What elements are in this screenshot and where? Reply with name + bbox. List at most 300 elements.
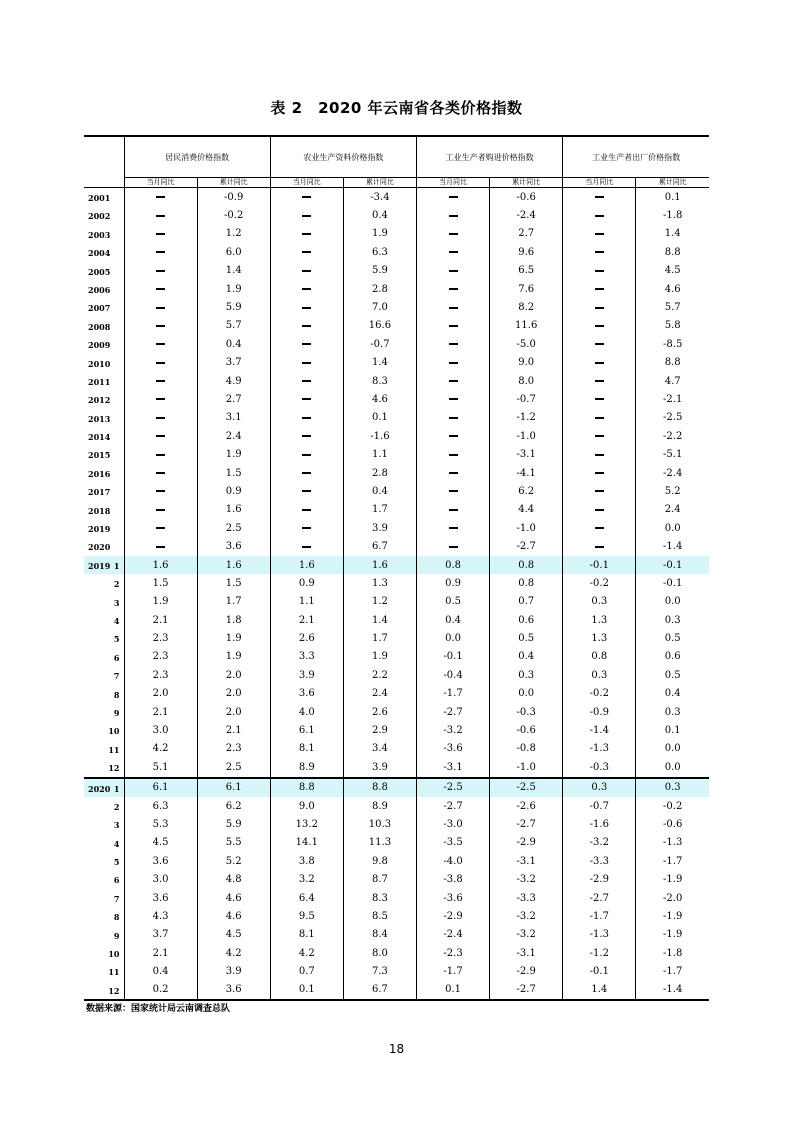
table-cell <box>417 537 490 555</box>
table-cell: 0.1 <box>270 981 343 1000</box>
table-cell <box>270 501 343 519</box>
table-cell: 4.4 <box>490 501 563 519</box>
table-cell: 3.9 <box>343 519 416 537</box>
dash-mark <box>302 215 311 217</box>
row-month: 4 <box>113 615 120 626</box>
table-cell: -1.0 <box>490 519 563 537</box>
table-cell: 3.0 <box>124 721 197 739</box>
table-cell: 0.9 <box>197 482 270 500</box>
dash-mark <box>156 288 165 290</box>
corner-sub-cell <box>84 178 124 188</box>
subheader-cumulative: 累计同比 <box>343 178 416 188</box>
table-cell: -2.7 <box>563 889 636 907</box>
table-cell <box>124 501 197 519</box>
table-cell: 0.4 <box>636 685 709 703</box>
table-cell: -3.1 <box>417 758 490 777</box>
table-cell: -0.6 <box>490 721 563 739</box>
row-label <box>84 981 124 1000</box>
table-cell: 1.6 <box>343 556 416 574</box>
dash-mark <box>595 196 604 198</box>
table-cell: 1.6 <box>197 556 270 574</box>
table-cell: -0.9 <box>197 188 270 207</box>
row-year: 2020 <box>88 783 111 794</box>
row-month: 10 <box>108 949 120 960</box>
row-label <box>84 685 124 703</box>
table-cell: -1.7 <box>636 962 709 980</box>
table-cell: 1.9 <box>197 445 270 463</box>
dash-mark <box>449 435 458 437</box>
table-cell: 4.5 <box>636 262 709 280</box>
table-cell: -1.8 <box>636 944 709 962</box>
table-cell: 3.6 <box>270 685 343 703</box>
dash-mark <box>302 546 311 548</box>
table-cell: 5.2 <box>636 482 709 500</box>
dash-mark <box>156 307 165 309</box>
table-cell: 1.9 <box>197 280 270 298</box>
table-cell: 0.8 <box>563 648 636 666</box>
dash-mark <box>449 527 458 529</box>
table-cell: -0.6 <box>490 188 563 207</box>
row-label <box>84 556 124 574</box>
table-cell <box>124 206 197 224</box>
row-label <box>84 740 124 758</box>
dash-mark <box>156 233 165 235</box>
table-cell: 5.2 <box>197 852 270 870</box>
table-row <box>84 703 709 721</box>
table-cell: 1.6 <box>124 556 197 574</box>
table-row <box>84 629 709 647</box>
table-row <box>84 834 709 852</box>
table-cell: 1.4 <box>197 262 270 280</box>
table-cell: -3.1 <box>490 944 563 962</box>
table-cell: -1.3 <box>636 834 709 852</box>
table-cell <box>124 482 197 500</box>
row-year: 2005 <box>88 266 111 277</box>
table-cell: -2.5 <box>417 778 490 797</box>
table-row <box>84 445 709 463</box>
table-cell: 3.9 <box>270 666 343 684</box>
table-cell <box>417 427 490 445</box>
table-cell <box>563 409 636 427</box>
table-cell: 3.9 <box>197 962 270 980</box>
table-cell: 2.7 <box>490 225 563 243</box>
dash-mark <box>595 417 604 419</box>
dash-mark <box>302 509 311 511</box>
table-cell: 1.5 <box>197 574 270 592</box>
table-cell: 8.1 <box>270 740 343 758</box>
table-cell: -3.2 <box>490 907 563 925</box>
table-cell: 8.1 <box>270 926 343 944</box>
row-label <box>84 409 124 427</box>
table-row <box>84 852 709 870</box>
dash-mark <box>156 362 165 364</box>
table-cell: 3.9 <box>343 758 416 777</box>
table-cell: -2.2 <box>636 427 709 445</box>
table-cell: 2.3 <box>124 629 197 647</box>
table-cell: 5.3 <box>124 815 197 833</box>
table-cell: -1.3 <box>563 740 636 758</box>
table-row <box>84 758 709 777</box>
dash-mark <box>156 435 165 437</box>
dash-mark <box>449 215 458 217</box>
table-cell: -2.7 <box>490 537 563 555</box>
table-cell: 0.7 <box>490 593 563 611</box>
table-cell: 6.2 <box>197 797 270 815</box>
table-cell: -2.9 <box>563 870 636 888</box>
table-cell: 2.6 <box>343 703 416 721</box>
table-cell <box>417 188 490 207</box>
table-cell: 0.0 <box>636 593 709 611</box>
table-row <box>84 574 709 592</box>
dash-mark <box>449 454 458 456</box>
table-cell: 2.7 <box>197 390 270 408</box>
table-cell: 0.8 <box>490 574 563 592</box>
table-cell: 0.0 <box>490 685 563 703</box>
table-cell: 0.8 <box>490 556 563 574</box>
table-cell <box>563 225 636 243</box>
row-label <box>84 574 124 592</box>
subheader-cumulative: 累计同比 <box>636 178 709 188</box>
dash-mark <box>302 362 311 364</box>
table-cell: -1.3 <box>563 926 636 944</box>
table-cell: -0.2 <box>636 797 709 815</box>
table-cell: 0.3 <box>636 703 709 721</box>
table-cell: 4.5 <box>124 834 197 852</box>
table-cell: -1.2 <box>490 409 563 427</box>
table-cell: 13.2 <box>270 815 343 833</box>
table-cell: 3.4 <box>343 740 416 758</box>
table-cell: 3.8 <box>270 852 343 870</box>
dash-mark <box>449 233 458 235</box>
table-cell: -1.9 <box>636 907 709 925</box>
table-cell: -1.7 <box>417 685 490 703</box>
table-cell: 0.3 <box>563 778 636 797</box>
table-cell: 0.7 <box>270 962 343 980</box>
subheader-monthly: 当月同比 <box>563 178 636 188</box>
table-cell <box>270 409 343 427</box>
table-cell: 1.5 <box>197 464 270 482</box>
row-month: 11 <box>108 744 120 755</box>
table-cell: 4.6 <box>636 280 709 298</box>
table-cell: 2.1 <box>124 611 197 629</box>
table-cell: 5.9 <box>197 815 270 833</box>
row-label <box>84 427 124 445</box>
table-cell: -1.4 <box>636 981 709 1000</box>
row-month: 2 <box>113 801 120 812</box>
table-cell: -4.1 <box>490 464 563 482</box>
row-month: 12 <box>108 763 120 774</box>
table-cell: 1.1 <box>343 445 416 463</box>
table-cell: -0.1 <box>417 648 490 666</box>
table-cell <box>417 317 490 335</box>
table-cell <box>417 482 490 500</box>
table-cell: 3.7 <box>197 354 270 372</box>
table-cell: -0.7 <box>490 390 563 408</box>
table-cell: 5.1 <box>124 758 197 777</box>
row-label <box>84 721 124 739</box>
table-row <box>84 409 709 427</box>
dash-mark <box>302 325 311 327</box>
dash-mark <box>449 270 458 272</box>
table-cell: 0.0 <box>636 740 709 758</box>
row-label <box>84 262 124 280</box>
row-month: 5 <box>113 634 120 645</box>
row-label <box>84 537 124 555</box>
table-cell: 2.0 <box>197 685 270 703</box>
table-cell <box>563 501 636 519</box>
table-cell: -3.1 <box>490 445 563 463</box>
table-cell: 1.3 <box>563 611 636 629</box>
dash-mark <box>156 417 165 419</box>
table-cell <box>563 519 636 537</box>
table-cell: 6.7 <box>343 981 416 1000</box>
table-cell: 2.9 <box>343 721 416 739</box>
table-cell: -1.4 <box>563 721 636 739</box>
table-cell: 6.5 <box>490 262 563 280</box>
table-cell <box>124 280 197 298</box>
table-cell <box>270 445 343 463</box>
table-cell <box>124 243 197 261</box>
table-cell: 4.6 <box>343 390 416 408</box>
table-cell: -2.5 <box>636 409 709 427</box>
table-cell: 0.4 <box>490 648 563 666</box>
table-cell <box>124 317 197 335</box>
table-row <box>84 685 709 703</box>
table-cell: 2.1 <box>124 944 197 962</box>
dash-mark <box>302 343 311 345</box>
table-cell: -3.2 <box>490 926 563 944</box>
row-year: 2008 <box>88 321 111 332</box>
row-year: 2013 <box>88 413 111 424</box>
table-cell: 10.3 <box>343 815 416 833</box>
table-cell: -0.2 <box>197 206 270 224</box>
table-cell: 5.7 <box>636 298 709 316</box>
row-label <box>84 593 124 611</box>
table-cell: -3.4 <box>343 188 416 207</box>
table-cell: 2.6 <box>270 629 343 647</box>
dash-mark <box>302 196 311 198</box>
table-cell: 0.0 <box>636 519 709 537</box>
table-cell: -0.9 <box>563 703 636 721</box>
table-row <box>84 298 709 316</box>
table-cell <box>124 335 197 353</box>
table-row <box>84 797 709 815</box>
table-cell: 0.4 <box>124 962 197 980</box>
row-label <box>84 298 124 316</box>
dash-mark <box>595 288 604 290</box>
row-year: 2011 <box>88 376 111 387</box>
dash-mark <box>156 490 165 492</box>
dash-mark <box>156 398 165 400</box>
dash-mark <box>156 380 165 382</box>
row-label <box>84 280 124 298</box>
table-cell <box>270 464 343 482</box>
table-cell <box>563 427 636 445</box>
table-cell: 9.5 <box>270 907 343 925</box>
row-label <box>84 317 124 335</box>
table-cell <box>417 372 490 390</box>
table-cell: -3.2 <box>417 721 490 739</box>
table-cell: -0.1 <box>636 556 709 574</box>
subheader-monthly: 当月同比 <box>417 178 490 188</box>
dash-mark <box>156 215 165 217</box>
table-cell: 1.6 <box>197 501 270 519</box>
table-cell <box>417 262 490 280</box>
dash-mark <box>302 454 311 456</box>
row-label <box>84 225 124 243</box>
table-row <box>84 519 709 537</box>
table-cell: 8.9 <box>270 758 343 777</box>
table-cell: 2.1 <box>124 703 197 721</box>
dash-mark <box>595 233 604 235</box>
table-cell: 1.7 <box>197 593 270 611</box>
dash-mark <box>449 325 458 327</box>
page-number: 18 <box>388 1042 405 1056</box>
dash-mark <box>595 251 604 253</box>
table-cell: 2.2 <box>343 666 416 684</box>
table-cell: -0.6 <box>636 815 709 833</box>
dash-mark <box>449 343 458 345</box>
dash-mark <box>302 472 311 474</box>
dash-mark <box>302 288 311 290</box>
dash-mark <box>302 527 311 529</box>
table-cell: 4.6 <box>197 889 270 907</box>
table-cell: 6.1 <box>270 721 343 739</box>
table-cell: 5.9 <box>343 262 416 280</box>
table-cell <box>563 298 636 316</box>
table-cell: 6.3 <box>124 797 197 815</box>
table-cell: -2.4 <box>636 464 709 482</box>
table-cell: 2.4 <box>197 427 270 445</box>
table-cell: 2.0 <box>197 703 270 721</box>
row-year: 2019 <box>88 524 111 535</box>
table-cell: 0.1 <box>636 188 709 207</box>
table-cell: -1.0 <box>490 758 563 777</box>
table-cell: 6.4 <box>270 889 343 907</box>
table-cell: 4.8 <box>197 870 270 888</box>
table-cell <box>270 206 343 224</box>
table-cell <box>563 243 636 261</box>
row-year: 2015 <box>88 450 111 461</box>
table-cell: 9.0 <box>490 354 563 372</box>
table-cell: 0.1 <box>636 721 709 739</box>
table-cell <box>417 519 490 537</box>
table-cell <box>417 280 490 298</box>
dash-mark <box>156 196 165 198</box>
subheader-cumulative: 累计同比 <box>197 178 270 188</box>
table-cell: -0.1 <box>563 962 636 980</box>
table-cell: -3.3 <box>490 889 563 907</box>
table-cell <box>124 409 197 427</box>
row-month: 12 <box>108 985 120 996</box>
table-cell: -0.8 <box>490 740 563 758</box>
table-cell: -3.2 <box>563 834 636 852</box>
row-label <box>84 666 124 684</box>
table-cell: 3.6 <box>124 889 197 907</box>
table-body <box>84 188 709 1001</box>
dash-mark <box>449 288 458 290</box>
table-cell <box>270 390 343 408</box>
table-cell: 0.2 <box>124 981 197 1000</box>
table-cell: 1.2 <box>197 225 270 243</box>
table-cell: 2.5 <box>197 519 270 537</box>
table-cell <box>124 464 197 482</box>
row-year: 2010 <box>88 358 111 369</box>
table-cell <box>417 501 490 519</box>
table-cell: 3.0 <box>124 870 197 888</box>
table-cell <box>563 464 636 482</box>
table-cell <box>124 537 197 555</box>
table-cell: 1.7 <box>343 501 416 519</box>
table-cell: 9.8 <box>343 852 416 870</box>
table-cell: 4.9 <box>197 372 270 390</box>
table-cell <box>270 372 343 390</box>
table-cell: -1.4 <box>636 537 709 555</box>
row-label <box>84 944 124 962</box>
table-row <box>84 981 709 1000</box>
table-cell <box>417 409 490 427</box>
table-cell: -2.9 <box>417 907 490 925</box>
dash-mark <box>595 509 604 511</box>
row-month: 9 <box>113 930 120 941</box>
table-cell <box>563 482 636 500</box>
table-row <box>84 815 709 833</box>
table-cell: 1.9 <box>124 593 197 611</box>
table-cell: 1.3 <box>563 629 636 647</box>
table-cell: -3.5 <box>417 834 490 852</box>
table-cell <box>270 537 343 555</box>
row-month: 7 <box>113 671 120 682</box>
table-cell: 8.0 <box>490 372 563 390</box>
table-cell <box>270 188 343 207</box>
table-cell: 1.4 <box>563 981 636 1000</box>
table-cell: -8.5 <box>636 335 709 353</box>
table-cell: -1.6 <box>563 815 636 833</box>
table-row <box>84 335 709 353</box>
table-cell: 9.6 <box>490 243 563 261</box>
table-cell: 5.5 <box>197 834 270 852</box>
table-cell: 6.0 <box>197 243 270 261</box>
dash-mark <box>302 233 311 235</box>
table-cell: 4.6 <box>197 907 270 925</box>
table-cell: 0.0 <box>417 629 490 647</box>
table-cell: 1.8 <box>197 611 270 629</box>
table-cell <box>563 537 636 555</box>
row-year: 2009 <box>88 340 111 351</box>
row-label <box>84 501 124 519</box>
dash-mark <box>156 509 165 511</box>
table-cell <box>417 445 490 463</box>
row-year: 2020 <box>88 542 111 553</box>
table-cell: -0.3 <box>563 758 636 777</box>
table-cell: 6.1 <box>197 778 270 797</box>
row-month: 8 <box>113 689 120 700</box>
dash-mark <box>595 454 604 456</box>
row-month: 1 <box>113 560 120 571</box>
table-cell: 0.6 <box>636 648 709 666</box>
row-label <box>84 335 124 353</box>
table-cell: -2.5 <box>490 778 563 797</box>
table-cell: 1.3 <box>343 574 416 592</box>
table-cell: -0.1 <box>636 574 709 592</box>
table-cell: -3.6 <box>417 740 490 758</box>
row-year: 2016 <box>88 468 111 479</box>
dash-mark <box>156 343 165 345</box>
row-label <box>84 188 124 207</box>
dash-mark <box>595 307 604 309</box>
dash-mark <box>302 435 311 437</box>
table-cell <box>563 354 636 372</box>
